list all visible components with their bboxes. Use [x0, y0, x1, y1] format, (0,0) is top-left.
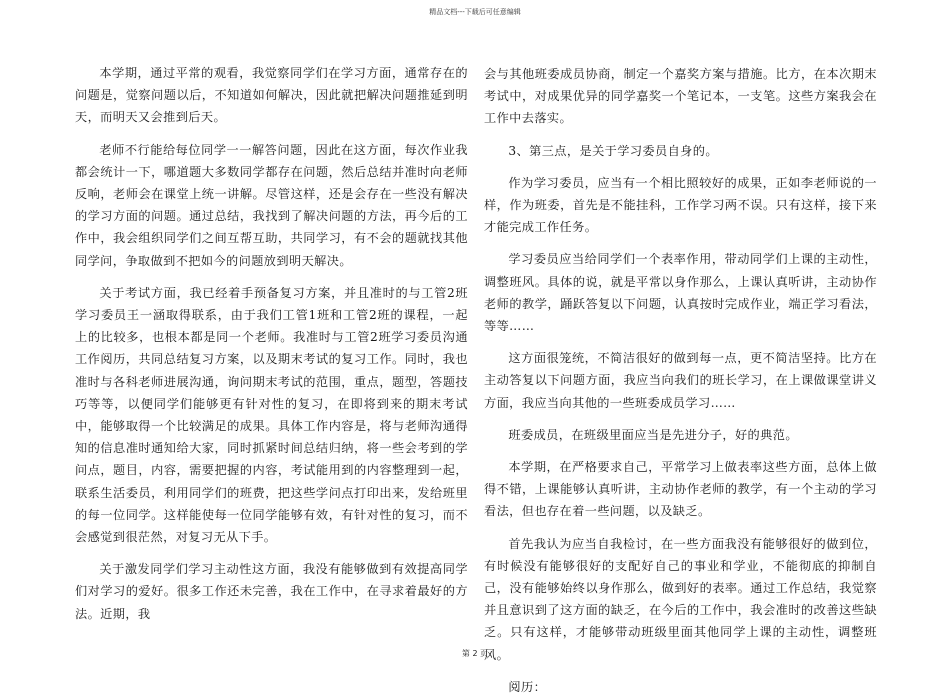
paragraph: 本学期，通过平常的观看，我觉察同学们在学习方面，通常存在的问题是，觉察问题以后，不知道如何解决，因此就把解决问题推延到明天，而明天又会推到后天。 — [75, 66, 468, 125]
paragraph: 阅历： — [508, 679, 547, 694]
paragraph: 关于激发同学们学习主动性这方面，我没有能够做到有效提高同学们对学习的爱好。很多工作还未完善，我在工作中，在寻求着最好的方法。近期，我 — [75, 562, 468, 621]
paragraph: 老师不行能给每位同学一一解答问题，因此在这方面，每次作业我都会统计一下，哪道题大多数同学都存在问题，然后总结并准时向老师反响，老师会在课堂上统一讲解。尽管这样，还是会存在一些没有解决的学习方面的问题。通过总结，我找到了解决问题的方法，再今后的工作中，我会组织同学们之间互帮互助，共同学习，有不会的题就找其他同学问，争取做到不把如今的问题放到明天解决。 — [75, 142, 468, 268]
page-header: 精品文档---下载后可任意编辑 — [429, 8, 521, 16]
left-column — [75, 62, 468, 625]
paragraph: 3、第三点，是关于学习委员自身的。 — [508, 143, 718, 158]
paragraph: 会与其他班委成员协商，制定一个嘉奖方案与措施。比方，在本次期末考试中，对成果优异的同学嘉奖一个笔记本，一支笔。这些方案我会在工作中去落实。 — [484, 67, 877, 126]
paragraph: 首先我认为应当自我检讨，在一些方面我没有能够很好的做到位，有时候没有能够很好的支配好自己的事业和学业，不能彻底的抑制自己，没有能够始终以身作那么，做到好的表率。通过工作总结，我觉察并且意识到了这方面的缺乏，在今后的工作中，我会准时的改善这些缺乏。只有这样，才能够带动班级里面其他同学上课的主动性，调整班风。 — [484, 536, 877, 662]
page-number: 第 2 页 — [461, 649, 489, 658]
paragraph: 这方面很笼统，不简洁很好的做到每一点，更不简洁坚持。比方在主动答复以下问题方面，我应当向我们的班长学习，在上课做课堂讲义方面，我应当向其他的一些班委成员学习…… — [484, 351, 877, 410]
paragraph: 关于考试方面，我已经着手预备复习方案，并且准时的与工管2班学习委员王一涵取得联系，由于我们工管1班和工管2班的课程，一起上的比较多，也根本都是同一个老师。我准时与工管2班学习委员沟通工作阅历，共同总结复习方案，以及期末考试的复习工作。同时，我也准时与各科老师进展沟通，询问期末考试的范围，重点，题型，答题技巧等等，以便同学们能够更有针对性的复习，在即将到来的期末考试中，能够取得一个比较满足的成果。具体工作内容是，将与老师沟通得知的信息准时通知给大家，同时抓紧时间总结归纳，将一些会考到的学问点，题目，内容，需要把握的内容，考试能用到的内容整理到一起，联系生活委员，利用同学们的班费，把这些学问点打印出来，发给班里的每一位同学。这样能使每一位同学能够有效，有针对性的复习，而不会感觉到很茫然，对复习无从下手。 — [75, 285, 468, 545]
paragraph: 学习委员应当给同学们一个表率作用，带动同学们上课的主动性，调整班风。具体的说，就是平常以身作那么，上课认真听讲，主动协作老师的教学，踊跃答复以下问题，认真按时完成作业，端正学习看法，等等…… — [484, 252, 877, 334]
paragraph: 本学期，在严格要求自己，平常学习上做表率这些方面，总体上做得不错，上课能够认真听讲，主动协作老师的教学，有一个主动的学习看法，但也存在着一些问题，以及缺乏。 — [484, 460, 877, 519]
paragraph: 班委成员，在班级里面应当是先进分子，好的典范。 — [508, 427, 798, 442]
paragraph: 作为学习委员，应当有一个相比照较好的成果，正如李老师说的一样，作为班委，首先是不能挂科，工作学习两不误。只有这样，接下来才能完成工作任务。 — [484, 175, 877, 235]
right-column — [484, 63, 877, 698]
